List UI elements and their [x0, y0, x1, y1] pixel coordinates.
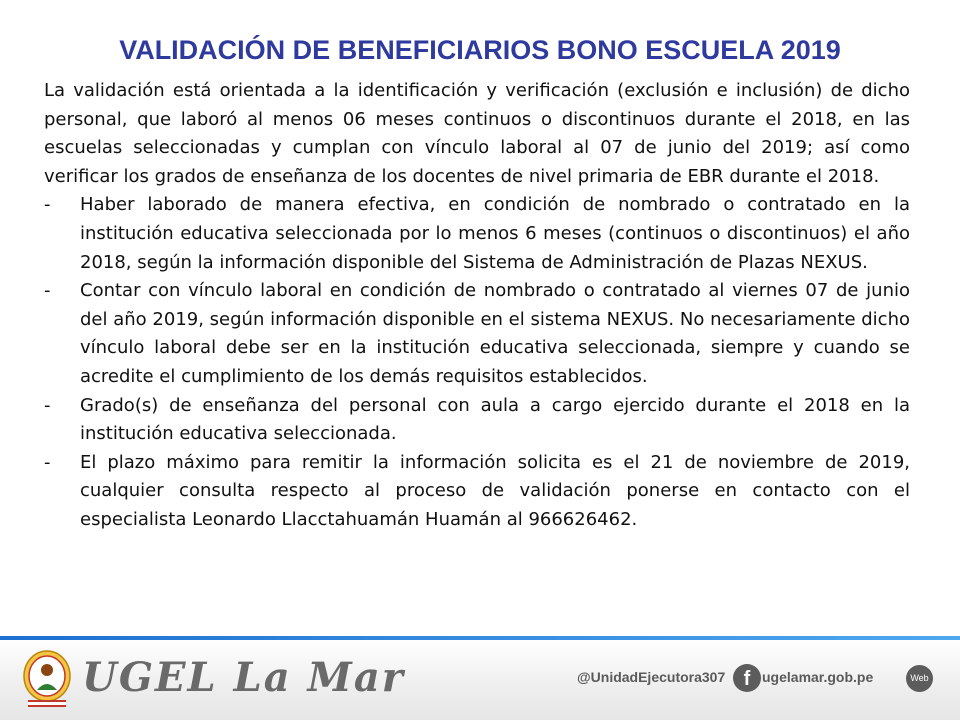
- bullet-marker: -: [44, 280, 51, 302]
- facebook-icon[interactable]: f: [733, 664, 761, 692]
- footer: [0, 640, 960, 720]
- bullet-marker: -: [44, 451, 51, 473]
- list-item-text: Grado(s) de enseñanza del personal con aula a cargo ejercido durante el 2018 en la institución educativa seleccionada.: [80, 394, 910, 445]
- brand-wordmark: UGEL La Mar: [82, 654, 405, 701]
- list-item-text: Contar con vínculo laboral en condición de nombrado o contratado al viernes 07 de junio del año 2019, según información disponible en el sistema NEXUS. No necesariamente dicho vínculo laboral debe ser en la institución educativa seleccionada, siempre y cuando se acredite el cumplimiento de los demás requisitos establecidos.: [80, 280, 910, 387]
- slide-body: [44, 77, 910, 535]
- web-icon[interactable]: Web: [906, 665, 933, 692]
- facebook-handle[interactable]: @UnidadEjecutora307: [577, 669, 726, 685]
- list-item-text: El plazo máximo para remitir la información solicita es el 21 de noviembre de 2019, cualquier consulta respecto al proceso de validación ponerse en contacto con el especialista Leonardo Llacctahuamán Huamán al 966626462.: [80, 451, 910, 530]
- list-item: [44, 191, 910, 277]
- bullet-marker: -: [44, 194, 51, 216]
- list-item: [44, 449, 910, 535]
- list-item-text: Haber laborado de manera efectiva, en condición de nombrado o contratado en la institución educativa seleccionada por lo menos 6 meses (continuos o discontinuos) el año 2018, según la información disponible del Sistema de Administración de Plazas NEXUS.: [80, 194, 910, 273]
- website-link[interactable]: ugelamar.gob.pe: [762, 669, 874, 685]
- intro-paragraph: La validación está orientada a la identificación y verificación (exclusión e inclusión) de dicho personal, que laboró al menos 06 meses continuos o discontinuos durante el 2018, en las escuelas seleccionadas y cumplan con vínculo laboral al 07 de junio del 2019; así como verificar los grados de enseñanza de los docentes de nivel primaria de EBR durante el 2018.: [44, 80, 910, 187]
- list-item: [44, 277, 910, 391]
- requirements-list: [44, 191, 910, 534]
- list-item: [44, 392, 910, 449]
- bullet-marker: -: [44, 394, 51, 416]
- ugel-emblem-icon: [22, 648, 72, 712]
- slide-title: VALIDACIÓN DE BENEFICIARIOS BONO ESCUELA 2019: [119, 35, 841, 65]
